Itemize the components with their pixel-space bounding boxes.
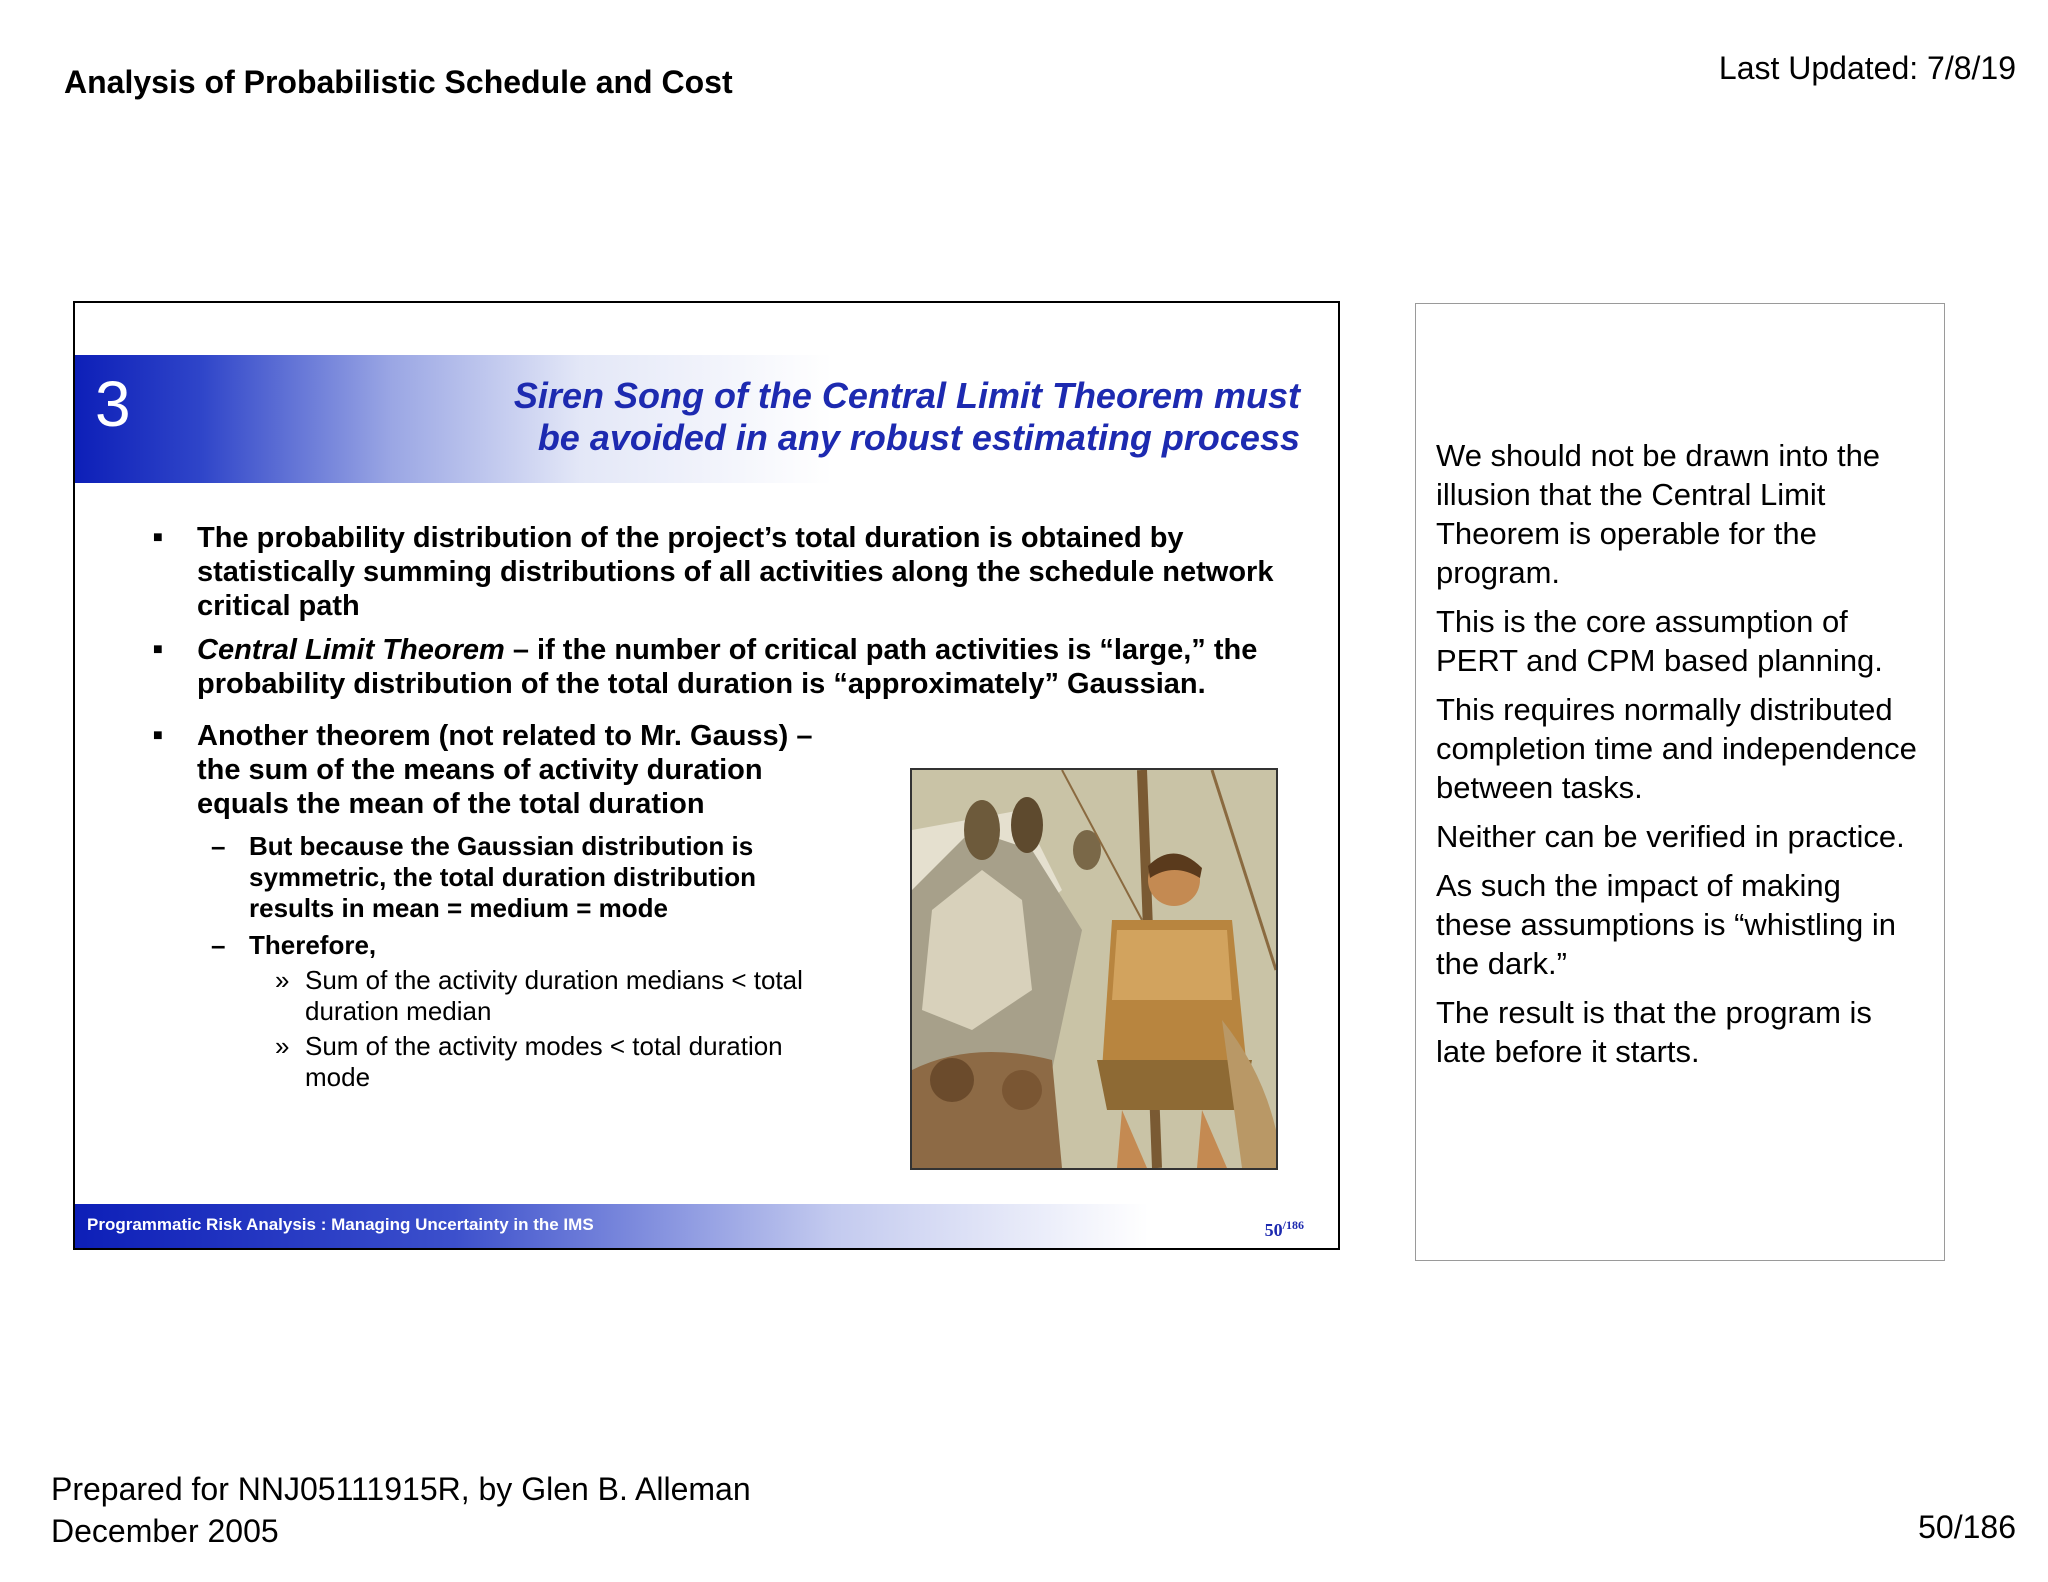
siren-illustration xyxy=(910,768,1278,1170)
last-updated: Last Updated: 7/8/19 xyxy=(1718,50,2016,86)
slide-page-current: 50 xyxy=(1264,1220,1283,1240)
prepared-line-1: Prepared for NNJ05111915R, by Glen B. Alleman xyxy=(51,1471,751,1507)
siren-illustration-art xyxy=(912,770,1276,1168)
subsub-bullet-medians: » Sum of the activity duration medians < total duration median xyxy=(145,965,825,1027)
note-paragraph: This is the core assumption of PERT and CPM based planning. xyxy=(1436,604,1883,678)
slide-image xyxy=(73,301,1340,1250)
note-paragraph: Neither can be verified in practice. xyxy=(1436,819,1905,854)
prepared-line-2: December 2005 xyxy=(51,1513,279,1549)
subsub-bullet-modes: » Sum of the activity modes < total duration mode xyxy=(145,1031,825,1093)
bullet-another-theorem: ■ Another theorem (not related to Mr. Gauss) – the sum of the means of activity duration equals the mean of the total duration xyxy=(145,719,857,821)
slide-footer-text: Programmatic Risk Analysis : Managing Uncertainty in the IMS xyxy=(87,1215,594,1234)
bullet-text: – if the number of critical path activities is “large,” the probability distribution of the total duration is “approximately” Gaussian. xyxy=(197,634,1258,700)
slide-header-band xyxy=(75,355,1338,483)
slide-page-total: /186 xyxy=(1282,1218,1304,1232)
slide-page-number xyxy=(1265,1218,1304,1241)
slide-title-line-2: be avoided in any robust estimating process xyxy=(537,417,1300,458)
document-title: Analysis of Probabilistic Schedule and Cost xyxy=(64,64,733,100)
bullet-distribution: ■ The probability distribution of the project’s total duration is obtained by statistically summing distributions of all activities along the schedule network critical path xyxy=(145,521,1295,623)
note-paragraph: We should not be drawn into the illusion that the Central Limit Theorem is operable for the program. xyxy=(1436,438,1881,590)
note-paragraph: The result is that the program is late before it starts. xyxy=(1436,995,1872,1069)
note-paragraph: As such the impact of making these assumptions is “whistling in the dark.” xyxy=(1436,868,1897,981)
bullet-emphasis: Central Limit Theorem xyxy=(197,634,505,666)
sub-bullet-therefore: – Therefore, xyxy=(145,930,809,961)
document-page-number: 50/186 xyxy=(1918,1509,2016,1545)
note-paragraph: This requires normally distributed completion time and independence between tasks. xyxy=(1436,692,1917,805)
slide-title-line-1: Siren Song of the Central Limit Theorem must xyxy=(513,375,1300,416)
notes-panel xyxy=(1415,303,1945,1261)
slide-section-number: 3 xyxy=(95,368,131,440)
bullet-central-limit-theorem xyxy=(145,633,1295,701)
slide-title xyxy=(514,375,1300,459)
slide-footer-band xyxy=(75,1204,1338,1248)
sub-bullet-gaussian: – But because the Gaussian distribution is symmetric, the total duration distribution results in mean = medium = mode xyxy=(145,831,809,924)
prepared-for xyxy=(51,1468,751,1552)
